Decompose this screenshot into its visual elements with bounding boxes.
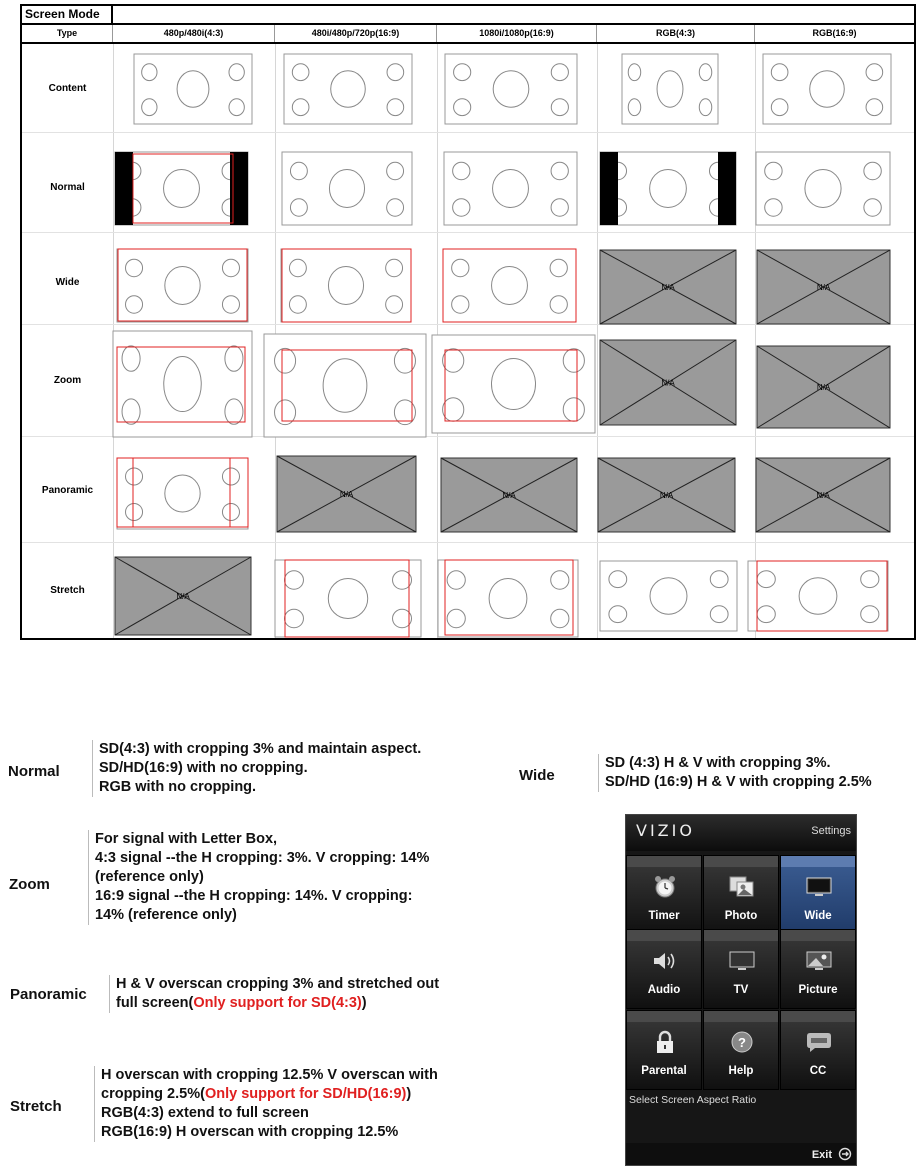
menu-header: [626, 815, 856, 851]
row-label-stretch: Stretch: [50, 585, 85, 596]
column-header: 480p/480i(4:3): [113, 25, 275, 42]
menu-tile-help[interactable]: [703, 1010, 779, 1090]
screen-picture: [275, 560, 421, 637]
tile-label: Parental: [641, 1065, 687, 1077]
normal-description: [92, 740, 421, 797]
menu-description: Select Screen Aspect Ratio: [629, 1094, 757, 1106]
table-title-row: [20, 4, 916, 25]
tile-label: Audio: [647, 984, 681, 996]
wide-screen-icon: [805, 874, 833, 900]
desc-line: H overscan with cropping 12.5% V overscan with: [101, 1067, 438, 1083]
desc-line: [101, 1085, 438, 1104]
desc-line: SD (4:3) H & V with cropping 3%.: [605, 755, 831, 771]
not-available-label: N/A: [661, 378, 675, 388]
pillar-bar: [115, 152, 133, 225]
desc-text: ): [406, 1086, 412, 1102]
vizio-settings-menu: [625, 814, 857, 1166]
pillar-bar: [718, 152, 736, 225]
not-available-label: N/A: [659, 491, 674, 500]
exit-button[interactable]: Exit: [811, 1149, 832, 1161]
desc-line: (reference only): [95, 869, 204, 885]
row-label-content: Content: [48, 83, 87, 94]
screen-picture: [117, 249, 248, 322]
desc-line: 16:9 signal --the H cropping: 14%. V cropping:: [95, 888, 413, 904]
screen-picture: [438, 560, 578, 637]
normal-label: Normal: [8, 763, 60, 780]
not-available-label: N/A: [339, 490, 354, 499]
desc-line: RGB(4:3) extend to full screen: [101, 1105, 309, 1121]
menu-tile-parental[interactable]: [626, 1010, 702, 1090]
not-available-label: N/A: [816, 491, 830, 500]
speaker-icon: [651, 948, 679, 974]
settings-title: Settings: [811, 825, 851, 837]
panoramic-description: [109, 975, 439, 1013]
support-note: Only support for SD(4:3): [193, 995, 362, 1011]
desc-line: SD/HD (16:9) H & V with cropping 2.5%: [605, 774, 872, 790]
wide-description: [598, 754, 872, 792]
screen-picture: [444, 152, 577, 225]
svg-text:?: ?: [738, 1035, 746, 1050]
not-available-label: N/A: [502, 491, 516, 500]
screen-picture: [600, 152, 736, 225]
screen-mode-diagrams: [22, 44, 914, 638]
desc-line: RGB with no cropping.: [99, 779, 257, 795]
menu-tile-wide[interactable]: [780, 855, 856, 935]
tile-label: CC: [809, 1065, 827, 1077]
not-available-label: N/A: [661, 283, 675, 292]
zoom-description: [88, 830, 429, 925]
desc-line: [116, 994, 439, 1013]
desc-text: cropping 2.5%(: [101, 1086, 205, 1102]
screen-picture: [115, 152, 248, 225]
screen-picture: [134, 54, 252, 124]
menu-tile-cc[interactable]: [780, 1010, 856, 1090]
desc-line: SD(4:3) with cropping 3% and maintain aspect.: [99, 741, 422, 757]
help-icon: [728, 1029, 756, 1055]
row-label-normal: Normal: [50, 182, 85, 193]
photo-icon: [728, 874, 756, 900]
support-note: Only support for SD/HD(16:9): [204, 1086, 407, 1102]
desc-text: full screen(: [116, 995, 194, 1011]
column-header: RGB(4:3): [597, 25, 755, 42]
picture-icon: [805, 948, 833, 974]
menu-tile-photo[interactable]: [703, 855, 779, 935]
desc-line: 14% (reference only): [95, 907, 237, 923]
not-available-label: N/A: [176, 592, 190, 601]
stretch-label: Stretch: [10, 1098, 62, 1115]
desc-line: 4:3 signal --the H cropping: 3%. V cropping: 14%: [95, 850, 430, 866]
tile-label: Help: [728, 1065, 754, 1077]
alarm-clock-icon: [651, 874, 679, 900]
tile-label: Photo: [724, 910, 758, 922]
menu-tile-timer[interactable]: [626, 855, 702, 935]
menu-tile-picture[interactable]: [780, 929, 856, 1009]
closed-caption-icon: [805, 1029, 833, 1055]
screen-picture: [117, 458, 248, 529]
row-label-wide: Wide: [55, 277, 80, 288]
tile-label: Timer: [648, 910, 680, 922]
screen-picture: [264, 334, 426, 437]
table-body: [20, 44, 916, 640]
tv-icon: [728, 948, 756, 974]
not-available-label: N/A: [816, 283, 831, 292]
screen-mode-table: [20, 4, 916, 640]
lock-icon: [651, 1029, 679, 1055]
not-available-label: N/A: [816, 383, 831, 392]
screen-picture: [443, 249, 576, 322]
vizio-logo: VIZIO: [636, 821, 695, 840]
screen-picture: [445, 54, 577, 124]
stretch-description: [94, 1066, 438, 1142]
type-header: Type: [22, 25, 113, 42]
table-title: Screen Mode: [22, 6, 113, 23]
screen-picture: [282, 152, 412, 225]
wide-label: Wide: [519, 767, 555, 784]
table-header-row: [20, 25, 916, 44]
screen-picture: [756, 152, 890, 225]
desc-line: RGB(16:9) H overscan with cropping 12.5%: [101, 1124, 399, 1140]
menu-tile-tv[interactable]: [703, 929, 779, 1009]
screen-picture: [600, 561, 737, 631]
screen-picture: [284, 54, 412, 124]
screen-picture: [622, 54, 718, 124]
screen-picture: [763, 54, 891, 124]
desc-line: H & V overscan cropping 3% and stretched out: [116, 976, 440, 992]
desc-line: SD/HD(16:9) with no cropping.: [99, 760, 308, 776]
row-label-panoramic: Panoramic: [41, 485, 94, 496]
zoom-label: Zoom: [9, 876, 50, 893]
desc-text: ): [361, 995, 367, 1011]
row-label-zoom: Zoom: [53, 375, 82, 386]
panoramic-label: Panoramic: [10, 986, 87, 1003]
menu-tile-audio[interactable]: [626, 929, 702, 1009]
screen-picture: [281, 249, 411, 322]
tile-label: Wide: [804, 910, 832, 922]
column-header: 480i/480p/720p(16:9): [275, 25, 437, 42]
exit-icon[interactable]: [838, 1147, 852, 1161]
tile-label: TV: [733, 984, 749, 996]
column-header: 1080i/1080p(16:9): [437, 25, 597, 42]
tile-label: Picture: [798, 984, 838, 996]
pillar-bar: [600, 152, 618, 225]
desc-line: For signal with Letter Box,: [95, 831, 278, 847]
screen-picture: [748, 561, 888, 631]
column-header: RGB(16:9): [812, 28, 857, 38]
